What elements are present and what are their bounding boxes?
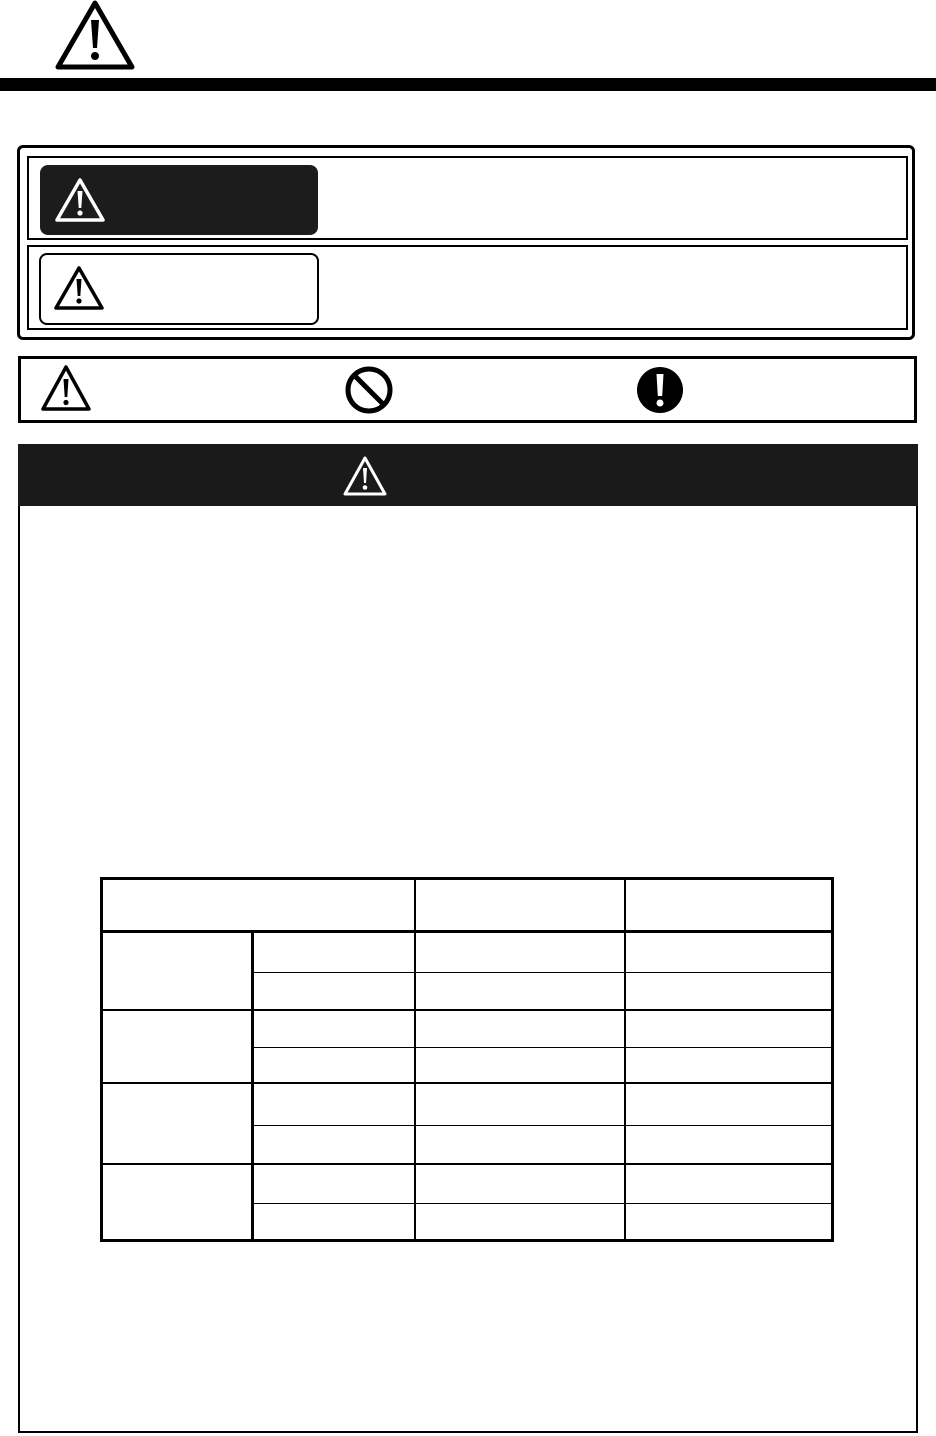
table-group-separator: [100, 1082, 834, 1084]
table-border-bottom: [100, 1239, 834, 1242]
caution-label-icon: [53, 265, 105, 311]
table-col-line: [251, 932, 254, 1240]
table-row-separator: [253, 1125, 833, 1126]
warning-label: [40, 165, 318, 235]
table-header-separator: [100, 930, 834, 933]
warning-panel-header: [18, 444, 918, 506]
table-col-line: [414, 877, 416, 1240]
symbol-legend-bar: [18, 356, 917, 423]
warning-label-icon: [54, 177, 106, 223]
table-row-separator: [253, 1047, 833, 1048]
warning-panel-header-icon: [342, 455, 388, 497]
mandatory-action-icon: [636, 365, 684, 415]
table-row-separator: [253, 972, 833, 973]
caution-label: [39, 253, 319, 325]
table-group-separator: [100, 1009, 834, 1011]
table-group-separator: [100, 1163, 834, 1165]
prohibition-icon: [344, 365, 394, 415]
warning-triangle-icon: [40, 364, 92, 412]
header-rule: [0, 78, 936, 91]
header-warning-icon: [55, 0, 135, 70]
table-border-top: [100, 877, 834, 880]
table-col-line: [624, 877, 626, 1240]
table-row-separator: [253, 1203, 833, 1204]
warning-panel: [18, 444, 918, 1433]
